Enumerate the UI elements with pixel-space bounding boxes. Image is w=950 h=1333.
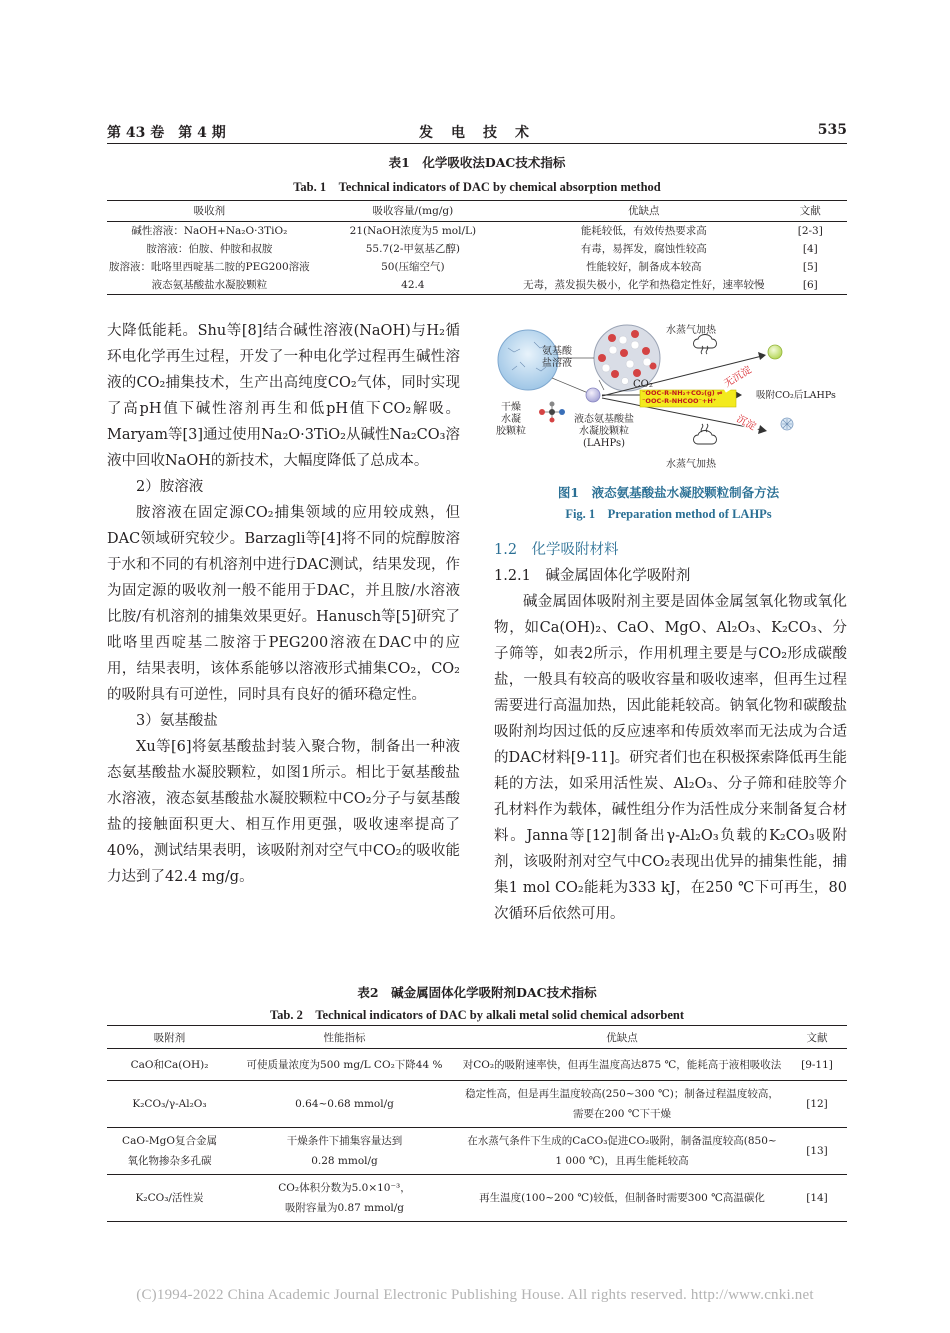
table2-caption-en: Tab. 2 Technical indicators of DAC by alkali metal solid chemical adsorbent	[269, 1008, 685, 1022]
table2-cell: CaO-MgO复合金属 氧化物掺杂多孔碳	[107, 1128, 232, 1175]
table1-cell: 无毒，蒸发损失极小，化学和热稳定性好，速率较慢	[514, 276, 773, 295]
table2-cell: 对CO₂的吸附速率快，但再生温度高达875 ℃，能耗高于液相吸收法	[457, 1049, 787, 1081]
table2-cell: [14]	[787, 1175, 847, 1222]
table2-cell: 在水蒸气条件下生成的CaCO₃促进CO₂吸附，制备温度较高(850~ 1 000 ℃)，且再生能耗较高	[457, 1128, 787, 1175]
table1-row	[107, 240, 847, 258]
no-precipitate-label: 无沉淀	[722, 364, 754, 390]
table2-caption-cn: 表2 碱金属固体化学吸附剂DAC技术指标	[357, 985, 597, 1000]
table1-header: 吸收剂	[107, 201, 312, 222]
table1-cell: 42.4	[312, 276, 514, 295]
steam-top-icon	[694, 335, 717, 355]
heading-amine: 2）胺溶液	[136, 479, 204, 495]
table1-header: 文献	[774, 201, 847, 222]
left-column	[107, 318, 460, 890]
table1-row	[107, 258, 847, 276]
table2	[107, 1025, 847, 1222]
table1-cell: [2-3]	[797, 225, 823, 237]
paragraph-alkali-metal: 碱金属固体吸附剂主要是固体金属氢氧化物或氧化物，如Ca(OH)₂、CaO、MgO、Al₂O₃、K₂CO₃、分子筛等，如表2所示，作用机理主要是与CO₂形成碳酸盐，一般具有较高的吸收容量和吸收速率，但再生过程需要进行高温加热，因此能耗较高。钠氧化物和碳酸盐吸附剂均因过低的反应速率和传质效率而无法成为合适的DAC材料[9-11]。研究者们也在积极探索降低再生能耗的方法，如采用活性炭、Al₂O₃、分子筛和硅胶等介孔材料作为载体，碱性组分作为活性成分来制备复合材料。Janna等[12]制备出γ-Al₂O₃负载的K₂CO₃吸附剂，该吸附剂对空气中CO₂表现出优异的捕集性能，捕集1 mol CO₂能耗为333 kJ，在250 ℃下可再生，80次循环后依然可用。	[494, 594, 847, 922]
page-number: 535	[817, 122, 847, 138]
heading-amino-acid: 3）氨基酸盐	[136, 713, 218, 729]
co2-loaded-particle-icon	[768, 345, 782, 359]
right-column	[494, 537, 847, 927]
table1	[107, 200, 847, 295]
table1-caption-en: Tab. 1 Technical indicators of DAC by chemical absorption method	[293, 180, 661, 194]
steam-top-label: 水蒸气加热	[666, 325, 716, 336]
table2-cell: 0.64~0.68 mmol/g	[232, 1081, 457, 1128]
table1-row	[107, 276, 847, 295]
reaction-equation	[642, 389, 722, 405]
section-heading: 1.2 化学吸附材料	[494, 542, 619, 558]
table2-cell: 可使质量浓度为500 mg/L CO₂下降44 %	[232, 1049, 457, 1081]
table1-header-row	[107, 201, 847, 222]
paragraph-amine: 胺溶液在固定源CO₂捕集领域的应用较成熟，但DAC领域研究较少。Barzagli等[4]将不同的烷醇胺溶于水和不同的有机溶剂中进行DAC测试，结果发现，作为固定源的吸收剂一般不能用于DAC，并且胺/水溶液比胺/有机溶剂的捕集效果更好。Hanusch等[5]研究了吡咯里西啶基二胺溶于PEG200溶液在DAC中的应用，结果表明，该体系能够以溶液形式捕集CO₂，CO₂的吸附具有可逆性，同时具有良好的循环稳定性。	[107, 505, 460, 703]
table1-cell: [5]	[802, 261, 818, 273]
table1-cell: 有毒，易挥发，腐蚀性较高	[580, 243, 707, 255]
table1-cell: 21(NaOH浓度为5 mol/L)	[349, 225, 477, 237]
table1-cell: [6]	[774, 276, 847, 295]
table2-header: 优缺点	[457, 1026, 787, 1049]
copyright-footer: (C)1994-2022 China Academic Journal Electronic Publishing House. All rights reserved. http://www.cnki.net	[136, 1287, 814, 1303]
header-rule	[107, 143, 847, 144]
table1-cell: 胺溶液：伯胺、仲胺和叔胺	[146, 243, 273, 255]
reaction-line-2: ⁻OOC-R-NHCOO⁻+H⁺	[642, 397, 717, 405]
table2-cell: CO₂体积分数为5.0×10⁻³， 吸附容量为0.87 mmol/g	[232, 1175, 457, 1222]
journal-title: 发 电 技 术	[419, 125, 531, 141]
dry-hydrogel-label: 干燥 水凝 胶颗粒	[496, 402, 526, 437]
table2-cell: 再生温度(100~200 ℃)较低，但制备时需要300 ℃高温碳化	[457, 1175, 787, 1222]
table2-cell: [13]	[787, 1128, 847, 1175]
table1-cell: [4]	[802, 243, 818, 255]
figure1-caption-cn: 图1 液态氨基酸盐水凝胶颗粒制备方法	[557, 485, 780, 500]
table2-row	[107, 1081, 847, 1128]
amino-solution-label: 氨基酸 盐溶液	[542, 346, 572, 369]
table1-cell: 液态氨基酸盐水凝胶颗粒	[107, 276, 312, 295]
table2-cell: 稳定性高，但是再生温度较高(250~300 ℃)；制备过程温度较高， 需要在200 ℃下干燥	[457, 1081, 787, 1128]
table1-cell: 胺溶液：吡咯里西啶基二胺的PEG200溶液	[109, 261, 310, 273]
figure1-caption-en: Fig. 1 Preparation method of LAHPs	[565, 507, 772, 521]
reaction-line-1: ⁻OOC-R-NH₂+CO₂(g) ⇌	[642, 389, 723, 397]
table2-cell: [12]	[787, 1081, 847, 1128]
table2-cell: CaO和Ca(OH)₂	[107, 1049, 232, 1081]
steam-bottom-icon	[694, 424, 717, 444]
table1-caption-cn: 表1 化学吸收法DAC技术指标	[388, 155, 566, 170]
table1-cell: 能耗较低，有效传热要求高	[580, 225, 707, 237]
steam-bottom-label: 水蒸气加热	[666, 459, 716, 470]
table1-cell: 碱性溶液：NaOH+Na₂O·3TiO₂	[131, 225, 288, 237]
precipitate-label: 沉淀	[734, 413, 758, 433]
table1-cell: 55.7(2-甲氨基乙醇)	[365, 243, 461, 255]
after-adsorption-label: 吸附CO₂后LAHPs	[756, 390, 836, 401]
table2-row	[107, 1049, 847, 1081]
paragraph-alkaline: 大降低能耗。Shu等[8]结合碱性溶液(NaOH)与H₂循环电化学再生过程，开发了一种电化学过程再生碱性溶液的CO₂捕集技术，生产出高纯度CO₂气体，同时实现了高pH值下碱性溶剂再生和低pH值下CO₂解吸。Maryam等[3]通过使用Na₂O·3TiO₂从碱性Na₂CO₃溶液中回收NaOH的新技术，大幅度降低了总成本。	[107, 323, 460, 469]
table2-row	[107, 1175, 847, 1222]
table2-cell: [9-11]	[787, 1049, 847, 1081]
table1-cell: 性能较好，制备成本较高	[586, 261, 702, 273]
subsection-heading: 1.2.1 碱金属固体化学吸附剂	[494, 568, 691, 584]
table2-row	[107, 1128, 847, 1175]
table2-cell: K₂CO₃/γ-Al₂O₃	[107, 1081, 232, 1128]
table2-header-row	[107, 1026, 847, 1049]
molecule-icon	[539, 402, 565, 423]
table2-header: 性能指标	[232, 1026, 457, 1049]
figure1	[490, 318, 847, 475]
paragraph-amino-acid: Xu等[6]将氨基酸盐封装入聚合物，制备出一种液态氨基酸盐水凝胶颗粒，如图1所示。相比于氨基酸盐水溶液，液态氨基酸盐水凝胶颗粒中CO₂分子与氨基酸盐的接触面积更大、相互作用更强，吸收速率提高了40%，测试结果表明，该吸附剂对空气中CO₂的吸收能力达到了42.4 mg/g。	[107, 739, 460, 885]
journal-volume: 第 43 卷 第 4 期	[107, 125, 226, 141]
table2-header: 文献	[787, 1026, 847, 1049]
table1-header: 优缺点	[514, 201, 773, 222]
table1-header: 吸收容量/(mg/g)	[312, 201, 514, 222]
table2-cell: K₂CO₃/活性炭	[107, 1175, 232, 1222]
co2-label: CO₂	[633, 379, 653, 390]
lahp-particle-icon	[586, 388, 600, 402]
table2-header: 吸附剂	[107, 1026, 232, 1049]
table1-row	[107, 222, 847, 241]
lahp-label: 液态氨基酸盐 水凝胶颗粒 (LAHPs)	[574, 414, 634, 449]
table1-cell: 50(压缩空气)	[381, 261, 445, 273]
table2-cell: 干燥条件下捕集容量达到 0.28 mmol/g	[232, 1128, 457, 1175]
